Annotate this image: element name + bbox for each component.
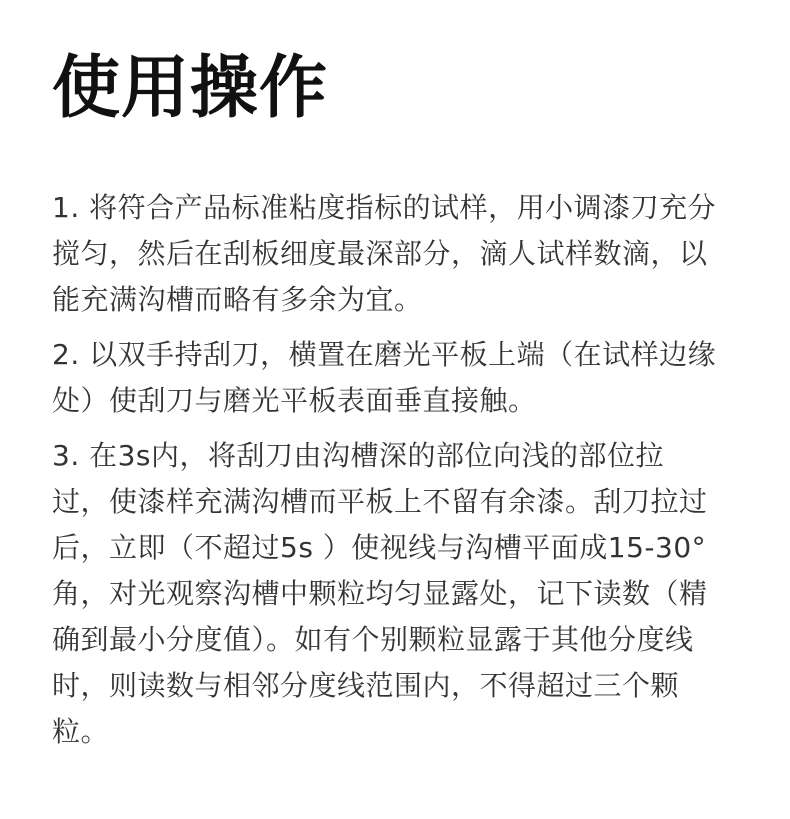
step-3: 3. 在3s内，将刮刀由沟槽深的部位向浅的部位拉过，使漆样充满沟槽而平板上不留有余漆。刮刀拉过后，立即（不超过5s ）使视线与沟槽平面成15-30°角，对光观察沟槽中颗粒均匀显露处，记下读数（精确到最小分度值）。如有个别颗粒显露于其他分度线时，则读数与相邻分度线范围内，不得超过三个颗粒。 — [52, 439, 708, 748]
steps-list — [52, 185, 730, 755]
step-2: 2. 以双手持刮刀，横置在磨光平板上端（在试样边缘处）使刮刀与磨光平板表面垂直接触。 — [52, 338, 717, 417]
page-title: 使用操作 — [52, 49, 329, 128]
step-1: 1. 将符合产品标准粘度指标的试样，用小调漆刀充分搅匀，然后在刮板细度最深部分，滴人试样数滴，以能充满沟槽而略有多余为宜。 — [52, 191, 717, 316]
